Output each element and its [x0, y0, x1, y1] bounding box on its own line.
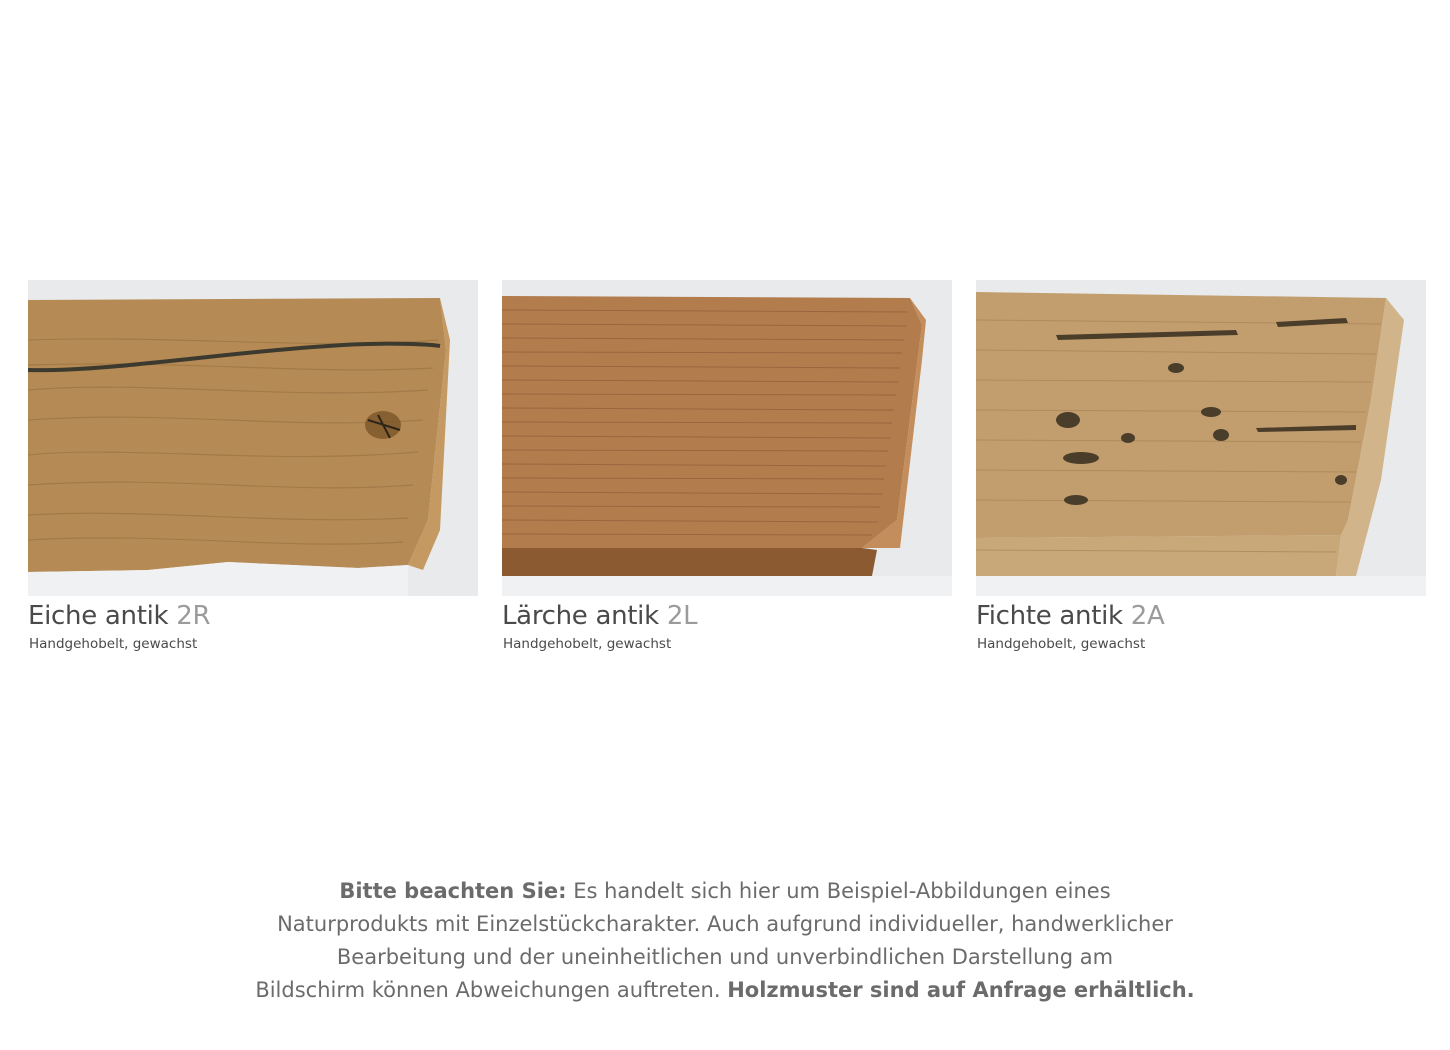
notice-heading: Bitte beachten Sie: [339, 879, 567, 903]
notice-samples-available: Holzmuster sind auf Anfrage erhältlich. [727, 978, 1195, 1002]
notice-line-1 [200, 875, 1250, 908]
sample-fichte [976, 280, 1426, 652]
sample-name: Eiche antik [28, 601, 169, 631]
sample-code: 2A [1130, 601, 1165, 631]
notice-line-4 [200, 974, 1250, 1007]
sample-title [28, 599, 478, 633]
sample-description: Handgehobelt, gewachst [977, 636, 1146, 652]
wood-samples [28, 280, 1426, 660]
disclaimer-notice [200, 875, 1250, 1007]
notice-text-4: Bildschirm können Abweichungen auftreten. [255, 978, 728, 1002]
sample-code: 2R [176, 601, 211, 631]
sample-description: Handgehobelt, gewachst [503, 636, 672, 652]
sample-title [976, 599, 1426, 633]
notice-text-1: Es handelt sich hier um Beispiel-Abbildungen eines [566, 879, 1111, 903]
sample-laerche [502, 280, 952, 652]
sample-description: Handgehobelt, gewachst [29, 636, 198, 652]
sample-code: 2L [666, 601, 698, 631]
sample-name: Fichte antik [976, 601, 1123, 631]
wood-photo-laerche [502, 280, 952, 596]
sample-eiche [28, 280, 478, 652]
notice-line-2: Naturprodukts mit Einzelstückcharakter. Auch aufgrund individueller, handwerklicher [277, 912, 1173, 936]
wood-photo-fichte [976, 280, 1426, 596]
sample-title [502, 599, 952, 633]
sample-name: Lärche antik [502, 601, 659, 631]
notice-line-3: Bearbeitung und der uneinheitlichen und unverbindlichen Darstellung am [336, 945, 1114, 969]
wood-photo-eiche [28, 280, 478, 596]
